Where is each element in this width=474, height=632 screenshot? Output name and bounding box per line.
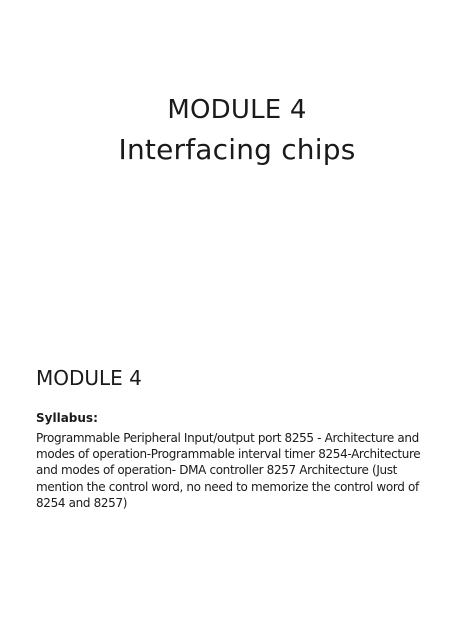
- syllabus-line: modes of operation-Programmable interval timer 8254-Architecture: [36, 447, 421, 462]
- section-heading: MODULE 4: [36, 366, 142, 390]
- syllabus-line: and modes of operation- DMA controller 8257 Architecture (Just: [36, 463, 398, 478]
- syllabus-label: Syllabus:: [36, 411, 98, 425]
- syllabus-line: 8254 and 8257): [36, 495, 128, 510]
- module-title: MODULE 4: [167, 95, 307, 125]
- syllabus-line: mention the control word, no need to memorize the control word of: [36, 479, 419, 494]
- syllabus-line: Programmable Peripheral Input/output port 8255 - Architecture and: [36, 431, 419, 445]
- title-block: [0, 92, 474, 172]
- module-subtitle: Interfacing chips: [118, 133, 356, 166]
- syllabus-text: [36, 430, 444, 511]
